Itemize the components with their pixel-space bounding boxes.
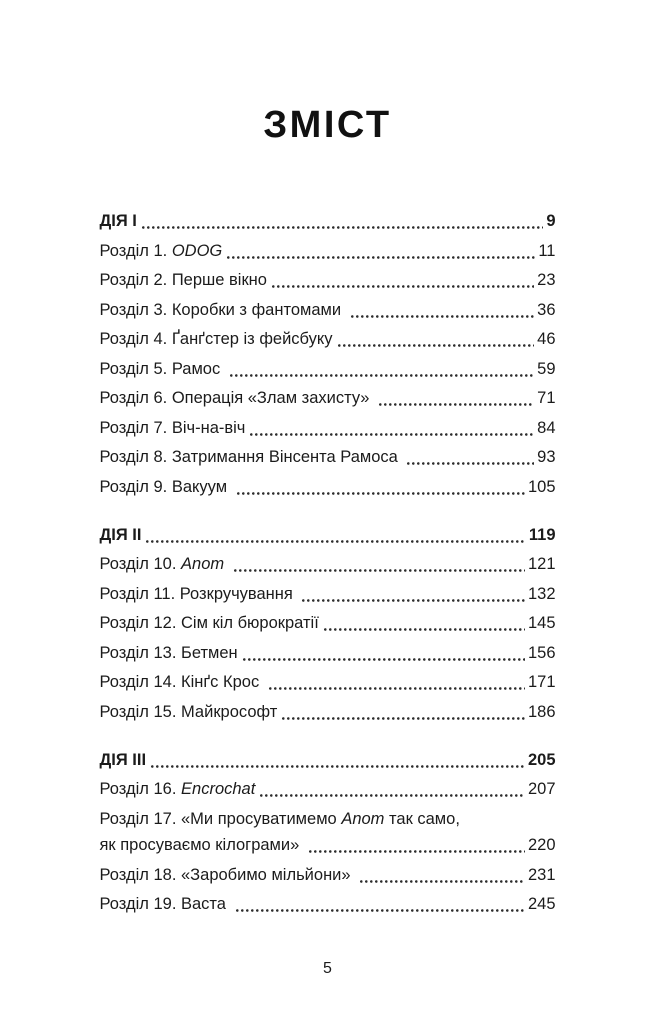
dot-leader — [338, 344, 535, 347]
toc-section — [100, 525, 556, 723]
dot-leader — [282, 717, 525, 720]
entry-page-number: 132 — [527, 584, 556, 603]
toc-section — [100, 211, 556, 498]
toc-entry-row — [100, 418, 556, 439]
folio-page-number: 5 — [323, 960, 332, 977]
toc-entry-row — [100, 894, 556, 915]
entry-page-number: 46 — [537, 330, 556, 348]
toc-entry-row — [100, 584, 556, 605]
toc-entry-row — [100, 241, 556, 262]
dot-leader — [379, 403, 534, 406]
entry-text: Anom — [341, 809, 385, 828]
dot-leader — [269, 687, 525, 690]
entry-text: Розділ 14. Кінґс Крос — [99, 673, 264, 691]
dot-leader — [234, 569, 525, 572]
dot-leader — [302, 599, 525, 602]
toc-entry-row — [100, 779, 556, 800]
entry-page-number: 156 — [527, 643, 556, 662]
toc-heading-row — [100, 750, 556, 771]
toc-entry-row — [100, 809, 556, 830]
entry-text: Розділ 3. Коробки з фантомами — [99, 300, 346, 319]
entry-page-number: 121 — [527, 555, 556, 573]
dot-leader — [236, 909, 525, 912]
entry-text: Розділ 15. Майкрософт — [99, 702, 278, 721]
toc-entry-row — [100, 865, 556, 886]
toc-entry-row — [100, 270, 556, 291]
entry-page-number: 105 — [527, 477, 556, 496]
entry-page-number: 145 — [527, 614, 556, 632]
entry-text: ДІЯ ІІІ — [99, 750, 147, 769]
dot-leader — [243, 658, 525, 661]
entry-text: ODOG — [171, 241, 223, 260]
entry-text: Розділ 1. — [99, 241, 172, 260]
dot-leader — [324, 628, 525, 631]
toc-entry-row — [100, 300, 556, 321]
toc-entry-row — [100, 477, 556, 498]
dot-leader — [142, 226, 543, 229]
entry-page-number: 23 — [537, 271, 556, 289]
entry-text: Розділ 11. Розкручування — [99, 584, 298, 603]
entry-page-number: 231 — [527, 865, 556, 884]
entry-page-number: 205 — [527, 750, 556, 769]
entry-page-number: 36 — [537, 300, 556, 319]
entry-text: Розділ 10. — [99, 555, 182, 573]
entry-page-number: 84 — [537, 418, 556, 437]
entry-text: Розділ 9. Вакуум — [99, 477, 232, 496]
entry-page-number: 9 — [546, 212, 556, 230]
entry-text: Розділ 18. «Заробимо мільйони» — [99, 865, 356, 884]
dot-leader — [360, 880, 525, 883]
toc-entry-row — [100, 613, 556, 634]
dot-leader — [146, 540, 525, 543]
toc-heading-row — [100, 525, 556, 546]
dot-leader — [230, 374, 534, 377]
toc-entry-row — [100, 672, 556, 693]
toc-entry-row — [100, 835, 556, 856]
entry-page-number: 207 — [527, 780, 556, 798]
entry-text: ДІЯ ІІ — [99, 525, 142, 544]
dot-leader — [250, 433, 534, 436]
toc-entry-row — [100, 447, 556, 468]
dot-leader — [237, 492, 525, 495]
entry-text — [224, 554, 229, 575]
toc-entry-row — [100, 554, 556, 575]
entry-page-number: 171 — [527, 673, 556, 691]
dot-leader — [351, 315, 534, 318]
entry-text: Розділ 2. Перше вікно — [99, 271, 267, 289]
toc-entry-row — [100, 388, 556, 409]
contents-title: ЗМІСТ — [263, 104, 392, 146]
toc-entry-row — [100, 359, 556, 380]
toc-section — [100, 750, 556, 916]
entry-page-number: 220 — [527, 836, 556, 854]
entry-text: ДІЯ І — [99, 212, 137, 230]
entry-text: Розділ 16. — [99, 780, 182, 798]
entry-text: Розділ 5. Рамос — [99, 359, 225, 378]
entry-page-number: 71 — [537, 389, 556, 407]
toc-heading-row — [100, 211, 556, 232]
entry-text: Розділ 19. Васта — [99, 895, 231, 913]
entry-text: Розділ 13. Бетмен — [99, 643, 238, 662]
dot-leader — [272, 285, 534, 288]
toc-entry-row — [100, 329, 556, 350]
toc — [100, 211, 556, 915]
entry-text: Розділ 7. Віч-на-віч — [99, 418, 246, 437]
entry-text: Розділ 4. Ґанґстер із фейсбуку — [99, 330, 333, 348]
entry-text: Розділ 6. Операція «Злам захисту» — [99, 389, 375, 407]
entry-page-number: 119 — [528, 525, 556, 544]
entry-page-number: 59 — [537, 359, 556, 378]
entry-text: Розділ 17. «Ми просуватимемо — [99, 809, 342, 828]
dot-leader — [227, 256, 535, 259]
dot-leader — [309, 850, 525, 853]
entry-text: Encrochat — [181, 780, 256, 798]
toc-entry-row — [100, 702, 556, 723]
entry-text: як просуваємо кілограми» — [99, 836, 304, 854]
entry-text: Anom — [181, 555, 225, 573]
entry-page-number: 93 — [537, 448, 556, 466]
dot-leader — [260, 794, 525, 797]
dot-leader — [151, 765, 525, 768]
entry-page-number: 11 — [538, 241, 556, 260]
toc-entry-row — [100, 643, 556, 664]
entry-text: Розділ 12. Сім кіл бюрократії — [99, 614, 319, 632]
entry-page-number: 245 — [527, 895, 556, 913]
dot-leader — [407, 462, 534, 465]
entry-text: Розділ 8. Затримання Вінсента Рамоса — [99, 448, 403, 466]
entry-text: так само, — [384, 809, 460, 828]
entry-page-number: 186 — [527, 702, 556, 721]
